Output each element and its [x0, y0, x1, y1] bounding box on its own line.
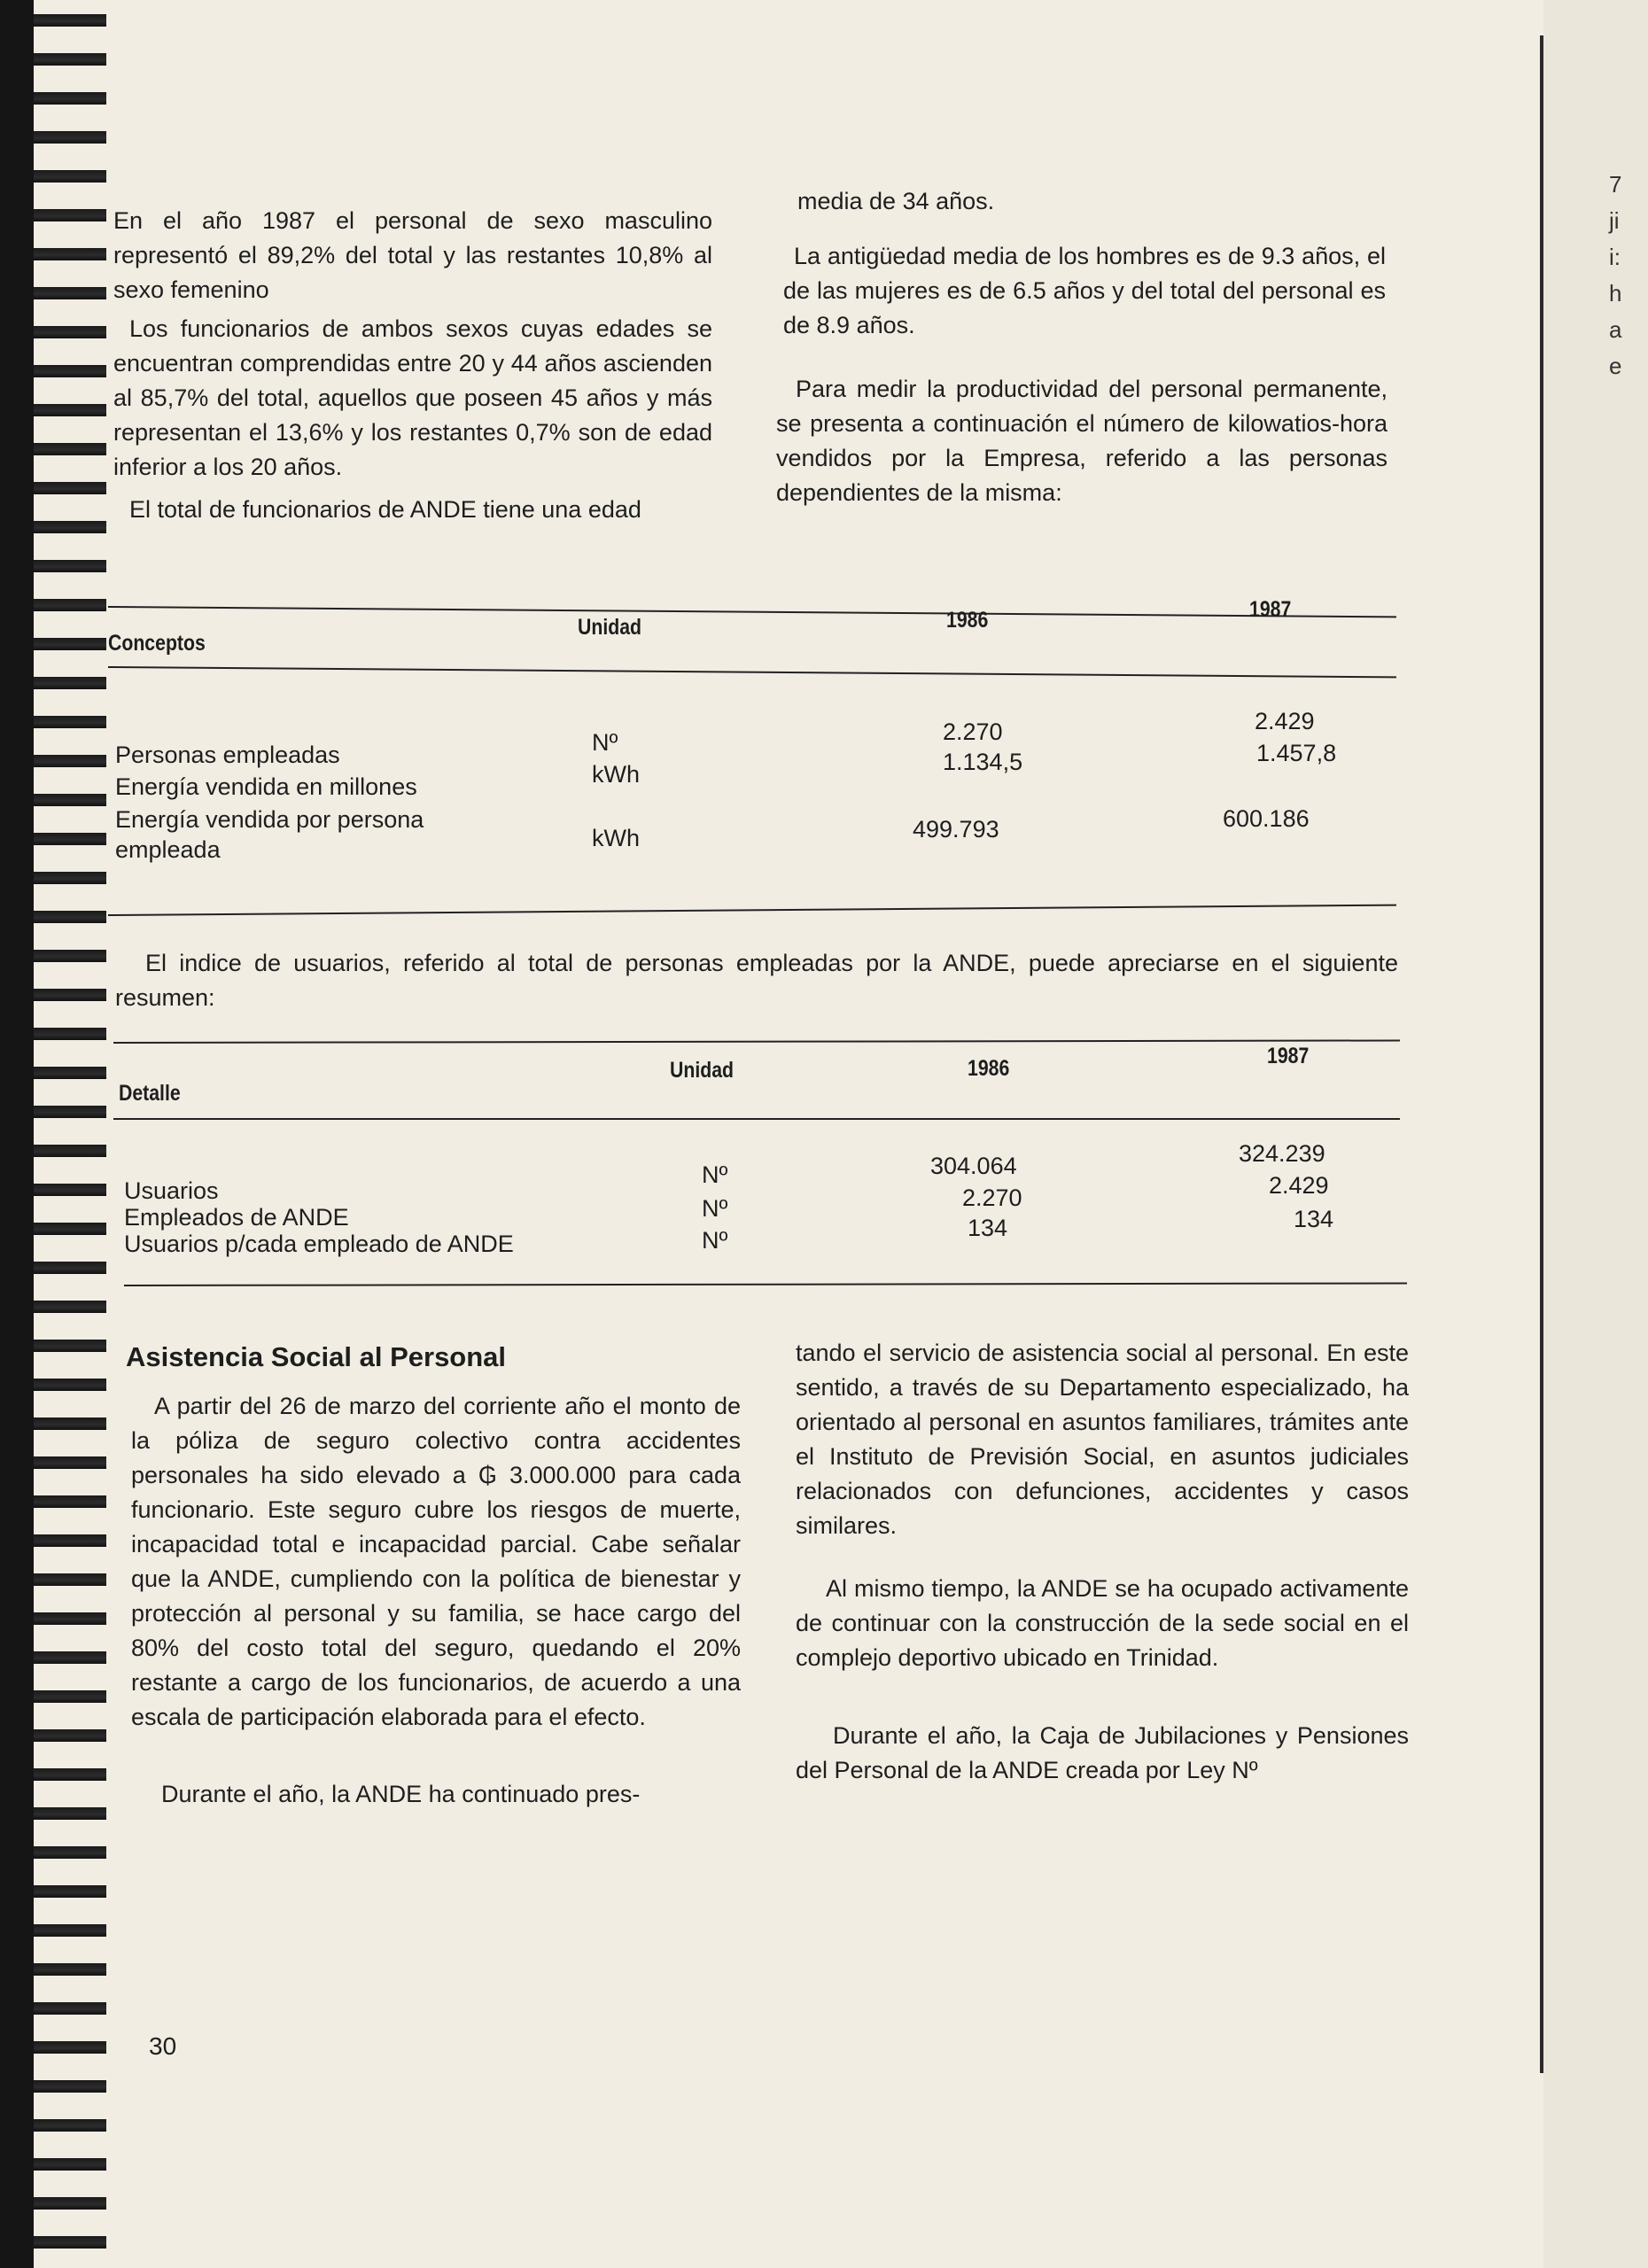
table-cell-1987: 2.429: [1269, 1172, 1329, 1199]
table-row-unit: Nº: [592, 729, 618, 756]
table-cell-1986: 2.270: [962, 1184, 1022, 1211]
table-row-label: Usuarios p/cada empleado de ANDE: [124, 1231, 514, 1257]
paragraph-services-start: Durante el año, la ANDE ha continuado pres-: [161, 1781, 641, 1807]
table-cell-1987: 600.186: [1223, 805, 1310, 832]
table-bottom-rule: [124, 1282, 1407, 1286]
paragraph-pension-fund: Durante el año, la Caja de Jubilaciones y Pensiones del Personal de la ANDE creada por Ley Nº: [796, 1722, 1409, 1783]
table-row-label: Energía vendida por persona empleada: [115, 806, 424, 863]
table-cell-1986: 1.134,5: [943, 749, 1023, 775]
header-1987: 1987: [1267, 1044, 1310, 1068]
table-cell-1987: 1.457,8: [1256, 740, 1337, 766]
table-cell-1986: 2.270: [943, 718, 1003, 745]
paragraph-services-cont: tando el servicio de asistencia social al personal. En este sentido, a través de su Departamento especializado, ha orientado al personal en asuntos familiares, trámites ante el Instituto de Previsión Social, en asuntos judiciales relacionados con defunciones, accidentes y casos similares.: [796, 1340, 1409, 1539]
table-top-rule: [108, 606, 1396, 617]
header-concepts: Conceptos: [108, 631, 206, 656]
section-heading: Asistencia Social al Personal: [126, 1341, 507, 1372]
spiral-binding: [0, 0, 106, 2268]
table-cell-1986: 499.793: [913, 816, 999, 843]
header-detail: Detalle: [119, 1081, 181, 1106]
page-number: 30: [149, 2032, 177, 2060]
paragraph-social-seat: Al mismo tiempo, la ANDE se ha ocupado activamente de continuar con la construcción de la sede social en el complejo deportivo ubicado en Trinidad.: [796, 1575, 1409, 1671]
paragraph-productivity: Para medir la productividad del personal permanente, se presenta a continuación el número de kilowatios-hora vendidos por la Empresa, referido a las personas dependientes de la misma:: [776, 376, 1388, 506]
table-row-unit: kWh: [592, 761, 640, 788]
next-page-strip: [1543, 0, 1648, 2268]
table-cell-1987: 2.429: [1255, 708, 1315, 734]
table-cell-1986: 304.064: [930, 1153, 1017, 1179]
table-header-rule: [113, 1118, 1400, 1120]
header-1986: 1986: [968, 1056, 1010, 1081]
paragraph-user-index: El indice de usuarios, referido al total de personas empleadas por la ANDE, puede apreciarse en el siguiente resumen:: [115, 950, 1398, 1011]
paragraph-seniority: La antigüedad media de los hombres es de 9.3 años, el de las mujeres es de 6.5 años y del total del personal es de 8.9 años.: [783, 243, 1386, 338]
table-row-label: Empleados de ANDE: [124, 1204, 349, 1231]
header-1987: 1987: [1249, 597, 1292, 622]
table-row-label: Usuarios: [124, 1177, 219, 1204]
table-row-label: Energía vendida en millones: [115, 773, 417, 800]
table-bottom-rule: [108, 905, 1396, 916]
table-row-unit: Nº: [702, 1161, 728, 1188]
table-top-rule: [113, 1039, 1400, 1044]
header-unit: Unidad: [670, 1058, 735, 1083]
paragraph-average-age-cont: media de 34 años.: [797, 188, 995, 214]
paragraph-insurance: A partir del 26 de marzo del corriente año el monto de la póliza de seguro colectivo contra accidentes personales ha sido elevado a ₲ 3.000.000 para cada funcionario. Este seguro cubre los riesgos de muerte, incapacidad total e incapacidad parcial. Cabe señalar que la ANDE, cumpliendo con la política de bienestar y protección al personal y su familia, se hace cargo del 80% del costo total del seguro, quedando el 20% restante a cargo de los funcionarios, de acuerdo a una escala de participación elaborada para el efecto.: [131, 1393, 741, 1730]
header-1986: 1986: [946, 608, 989, 633]
table-cell-1987: 324.239: [1239, 1140, 1325, 1167]
paragraph-ages: Los funcionarios de ambos sexos cuyas edades se encuentran comprendidas entre 20 y 44 años ascienden al 85,7% del total, aquellos que poseen 45 años y más representan el 13,6% y los restantes 0,7% son de edad inferior a los 20 años.: [113, 315, 712, 480]
paragraph-gender: En el año 1987 el personal de sexo masculino representó el 89,2% del total y las restantes 10,8% al sexo femenino: [113, 207, 712, 303]
table-row-label: Personas empleadas: [115, 742, 340, 768]
table-cell-1987: 134: [1294, 1206, 1334, 1232]
header-unit: Unidad: [578, 615, 642, 640]
table-header-rule: [108, 666, 1396, 678]
table-row-unit: kWh: [592, 825, 640, 851]
table-row-unit: Nº: [702, 1195, 728, 1222]
paragraph-average-age: El total de funcionarios de ANDE tiene una edad: [129, 496, 641, 523]
table-row-unit: Nº: [702, 1227, 728, 1254]
next-page-margin-text: 7 ji i: h a e: [1609, 171, 1622, 379]
table-cell-1986: 134: [968, 1215, 1008, 1241]
